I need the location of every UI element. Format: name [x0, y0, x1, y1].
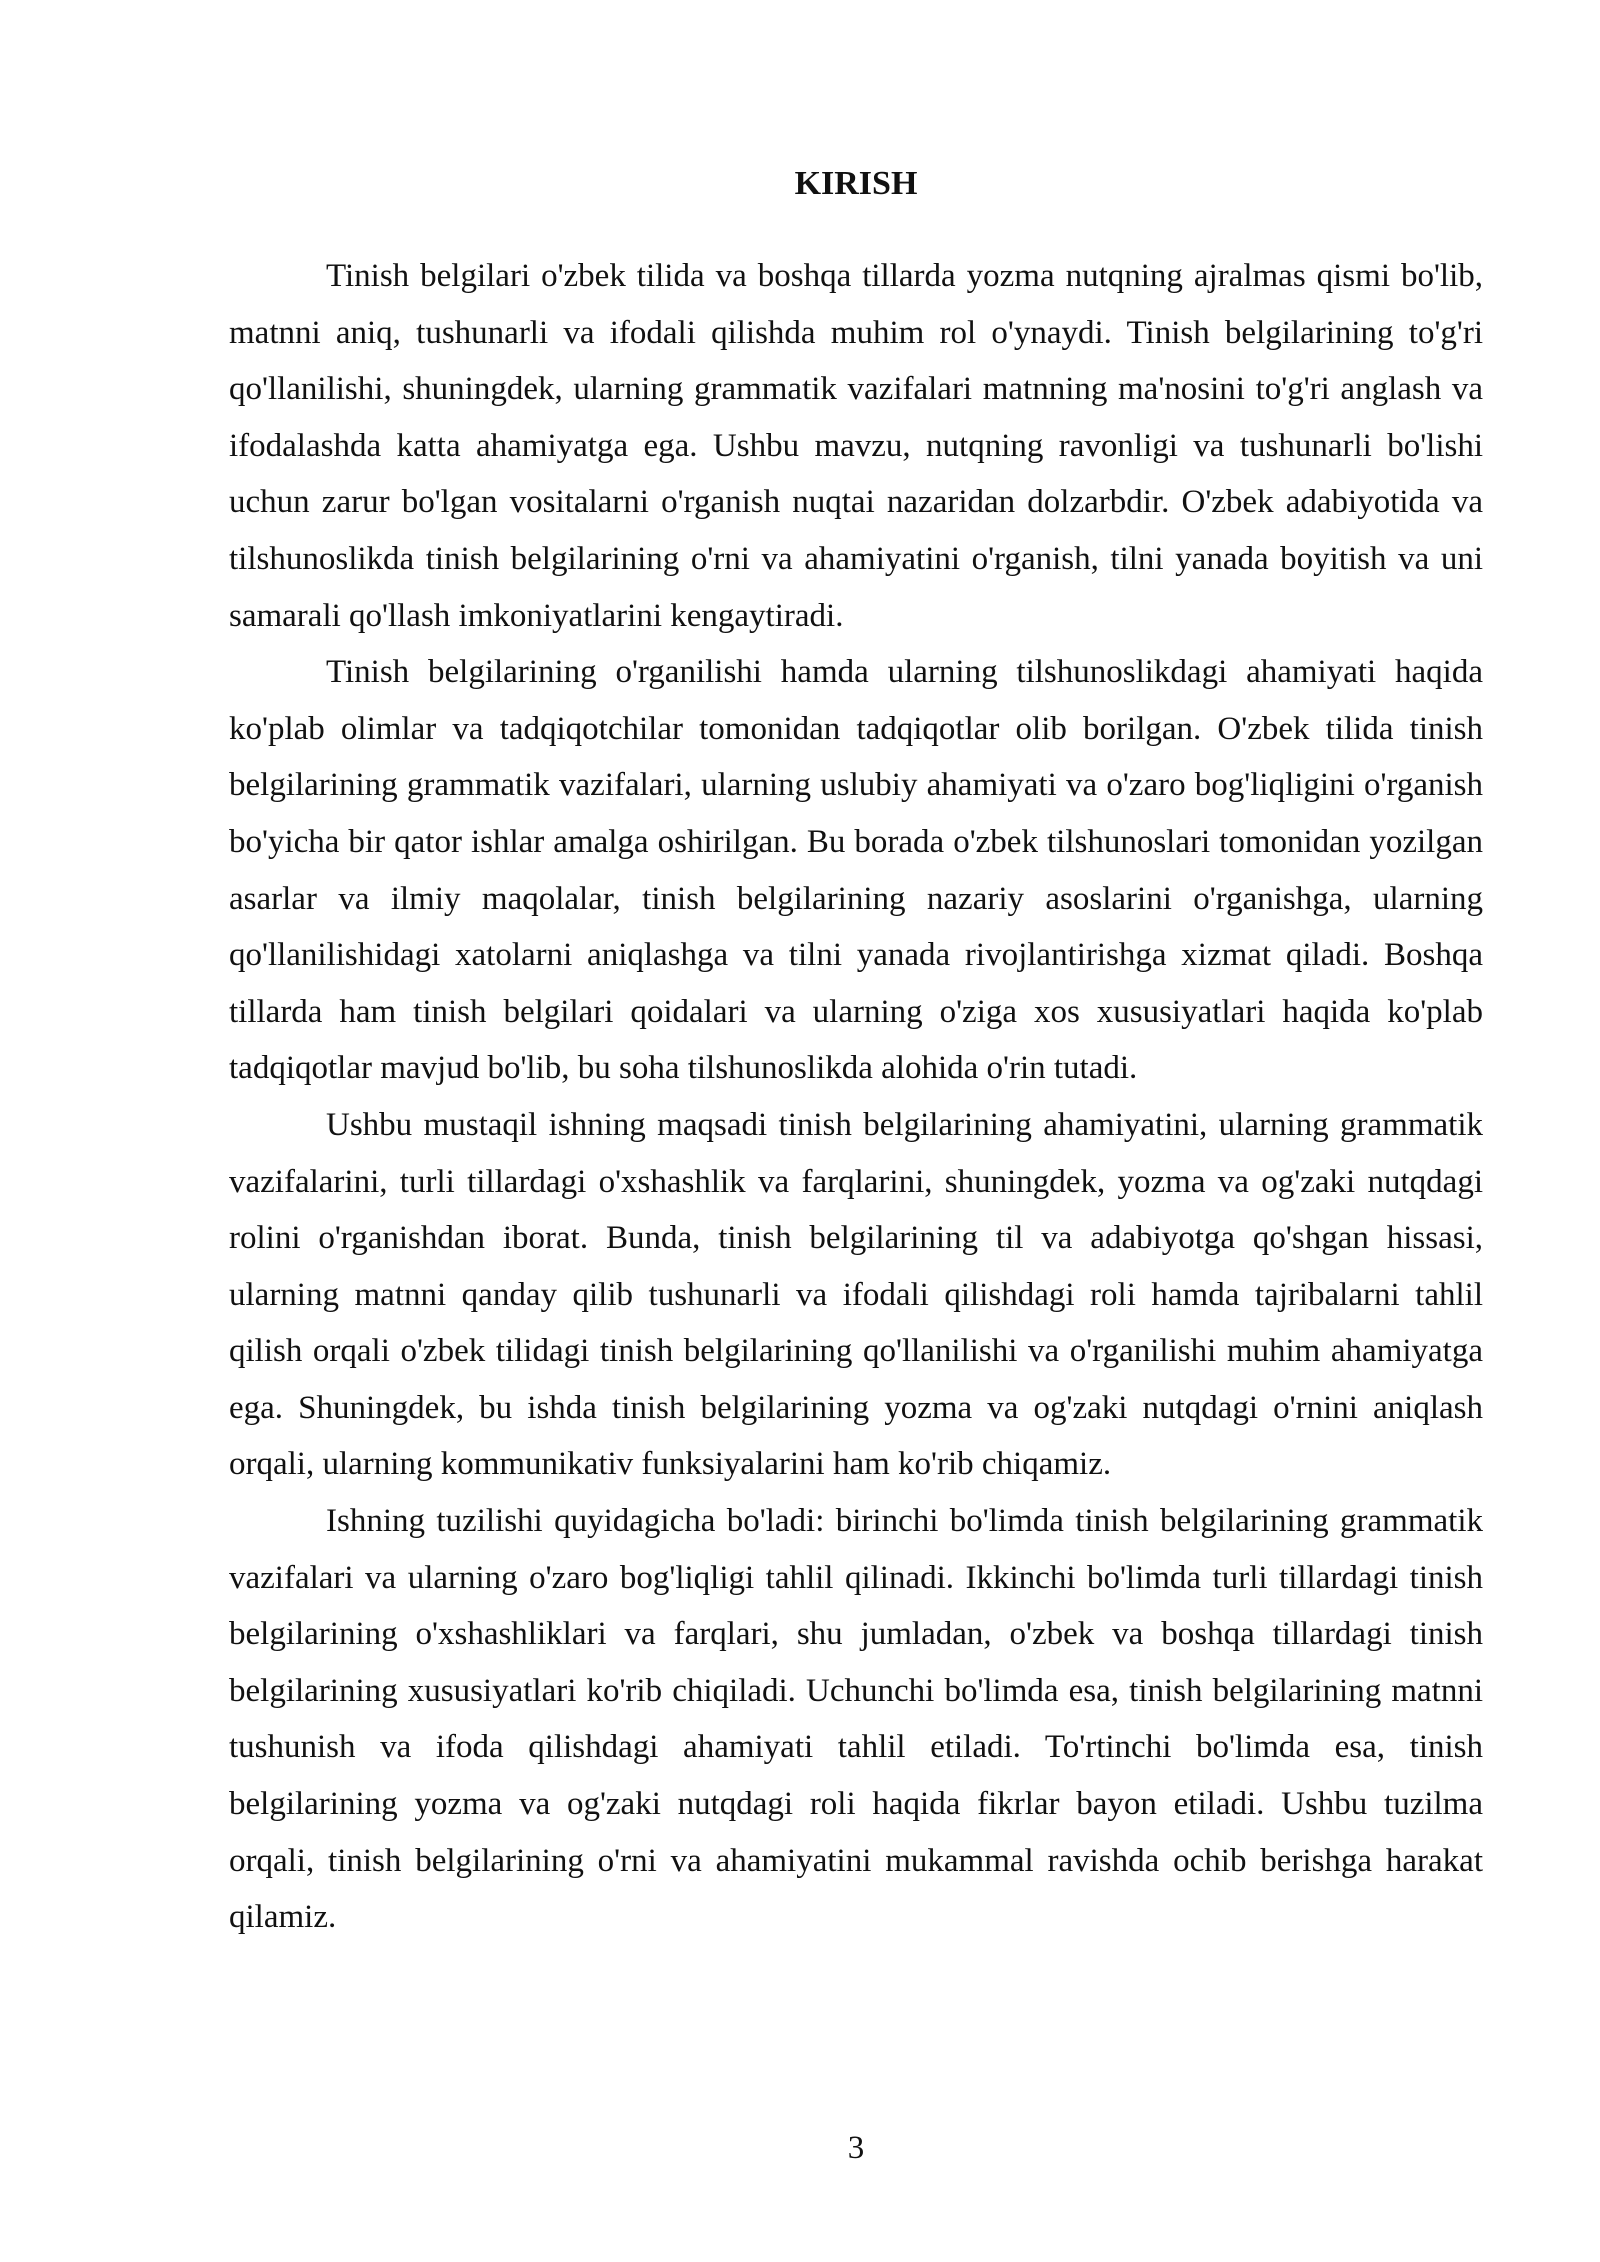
paragraph-intro: Tinish belgilari o'zbek tilida va boshqa tillarda yozma nutqning ajralmas qismi bo'lib, matnni aniq, tushunarli va ifodali qilishda muhim rol o'ynaydi. Tinish belgilarining to'g'ri qo'llanilishi, shuningdek, ularning grammatik vazifalari matnning ma'nosini to'g'ri anglash va ifodalashda katta ahamiyatga ega. Ushbu mavzu, nutqning ravonligi va tushunarli bo'lishi uchun zarur bo'lgan vositalarni o'rganish nuqtai nazaridan dolzarbdir. O'zbek adabiyotida va tilshunoslikda tinish belgilarining o'rni va ahamiyatini o'rganish, tilni yanada boyitish va uni samarali qo'llash imkoniyatlarini kengaytiradi. [229, 258, 1483, 634]
page-title: KIRISH [794, 165, 918, 202]
paragraph-structure: Ishning tuzilishi quyidagicha bo'ladi: birinchi bo'limda tinish belgilarining grammatik vazifalari va ularning o'zaro bog'liqligi tahlil qilinadi. Ikkinchi bo'limda turli tillardagi tinish belgilarining o'xshashliklari va farqlari, shu jumladan, o'zbek va boshqa tillardagi tinish belgilarining xususiyatlari ko'rib chiqiladi. Uchunchi bo'limda esa, tinish belgilarining matnni tushunish va ifoda qilishdagi ahamiyati tahlil etiladi. To'rtinchi bo'limda esa, tinish belgilarining yozma va og'zaki nutqdagi roli haqida fikrlar bayon etiladi. Ushbu tuzilma orqali, tinish belgilarining o'rni va ahamiyatini mukammal ravishda ochib berishga harakat qilamiz. [229, 1503, 1483, 1936]
paragraph-purpose: Ushbu mustaqil ishning maqsadi tinish belgilarining ahamiyatini, ularning grammatik vazifalarini, turli tillardagi o'xshashlik va farqlarini, shuningdek, yozma va og'zaki nutqdagi rolini o'rganishdan iborat. Bunda, tinish belgilarining til va adabiyotga qo'shgan hissasi, ularning matnni qanday qilib tushunarli va ifodali qilishdagi roli hamda tajribalarni tahlil qilish orqali o'zbek tilidagi tinish belgilarining qo'llanilishi va o'rganilishi muhim ahamiyatga ega. Shuningdek, bu ishda tinish belgilarining yozma va og'zaki nutqdagi o'rnini aniqlash orqali, ularning kommunikativ funksiyalarini ham ko'rib chiqamiz. [229, 1106, 1483, 1483]
page-number: 3 [847, 2130, 865, 2166]
paragraph-research-overview: Tinish belgilarining o'rganilishi hamda ularning tilshunoslikdagi ahamiyati haqida ko'plab olimlar va tadqiqotchilar tomonidan tadqiqotlar olib borilgan. O'zbek tilida tinish belgilarining grammatik vazifalari, ularning uslubiy ahamiyati va o'zaro bog'liqligini o'rganish bo'yicha bir qator ishlar amalga oshirilgan. Bu borada o'zbek tilshunoslari tomonidan yozilgan asarlar va ilmiy maqolalar, tinish belgilarining nazariy asoslarini o'rganishga, ularning qo'llanilishidagi xatolarni aniqlashga va tilni yanada rivojlantirishga xizmat qiladi. Boshqa tillarda ham tinish belgilari qoidalari va ularning o'ziga xos xususiyatlari haqida ko'plab tadqiqotlar mavjud bo'lib, bu soha tilshunoslikda alohida o'rin tutadi. [229, 654, 1483, 1087]
document-body [229, 248, 1483, 1946]
